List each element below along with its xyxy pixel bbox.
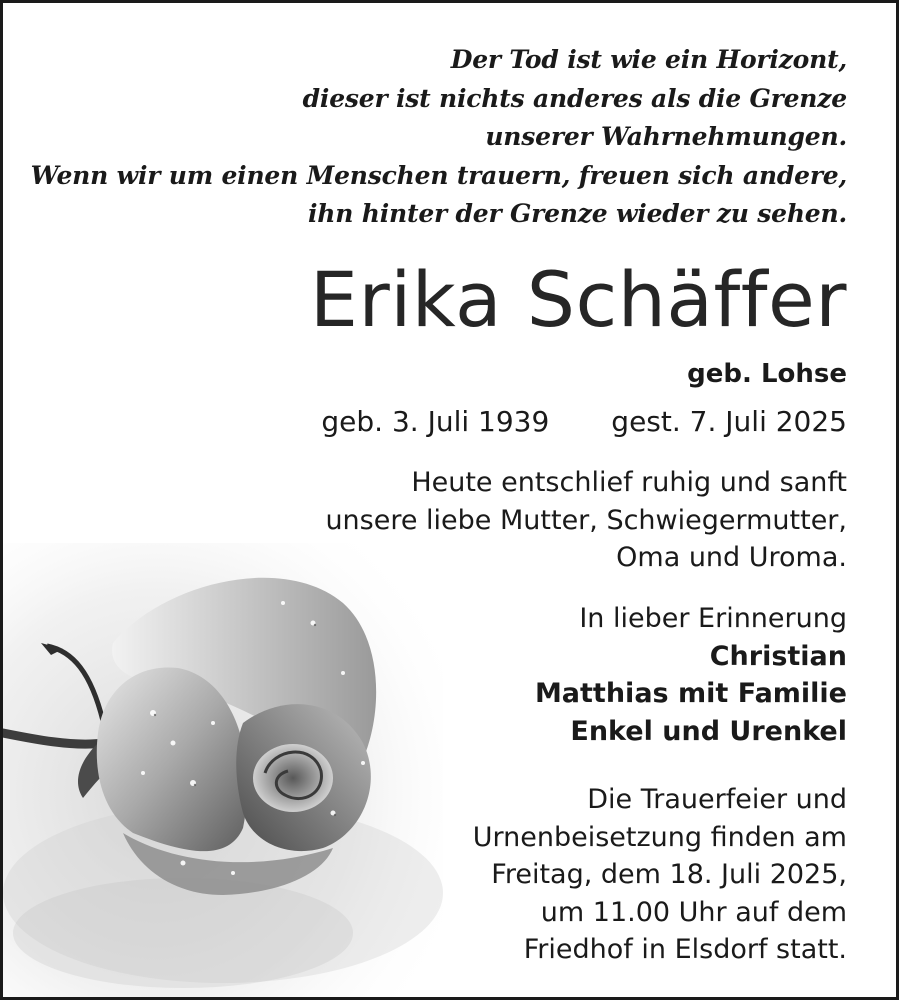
ceremony-line: Urnenbeisetzung finden am (472, 821, 847, 853)
ceremony-line: Die Trauerfeier und (587, 784, 847, 815)
ceremony-line: Freitag, dem 18. Juli 2025, (491, 859, 847, 890)
birth-date: geb. 3. Juli 1939 (321, 405, 550, 438)
mourners (535, 600, 847, 750)
mourner-name: Christian (709, 640, 847, 672)
death-date: gest. 7. Juli 2025 (611, 405, 847, 438)
ceremony-line: um 11.00 Uhr auf dem (540, 896, 847, 928)
deceased-name: Erika Schäffer (309, 255, 847, 344)
birth-name: geb. Lohse (687, 359, 847, 389)
mourner-name: Enkel und Urenkel (570, 715, 847, 747)
memory-intro: In lieber Erinnerung (579, 603, 847, 634)
quote-line: dieser ist nichts anderes als die Grenze (302, 83, 847, 113)
quote-line: Der Tod ist wie ein Horizont, (450, 45, 847, 74)
life-dates (321, 400, 847, 444)
ceremony-info (473, 781, 847, 969)
quote-line: ihn hinter der Grenze wieder zu sehen. (307, 199, 847, 228)
quote (31, 41, 847, 234)
announcement-line: Oma und Uroma. (616, 542, 847, 573)
rose-image (3, 543, 443, 997)
quote-line: Wenn wir um einen Menschen trauern, freuen sich andere, (30, 160, 847, 190)
mourner-name: Matthias mit Familie (534, 678, 847, 709)
ceremony-line: Friedhof in Elsdorf statt. (523, 934, 847, 965)
announcement-line: Heute entschlief ruhig und sanft (411, 467, 847, 498)
announcement (325, 464, 847, 577)
quote-line: unserer Wahrnehmungen. (485, 122, 847, 151)
announcement-line: unsere liebe Mutter, Schwiegermutter, (325, 504, 847, 536)
